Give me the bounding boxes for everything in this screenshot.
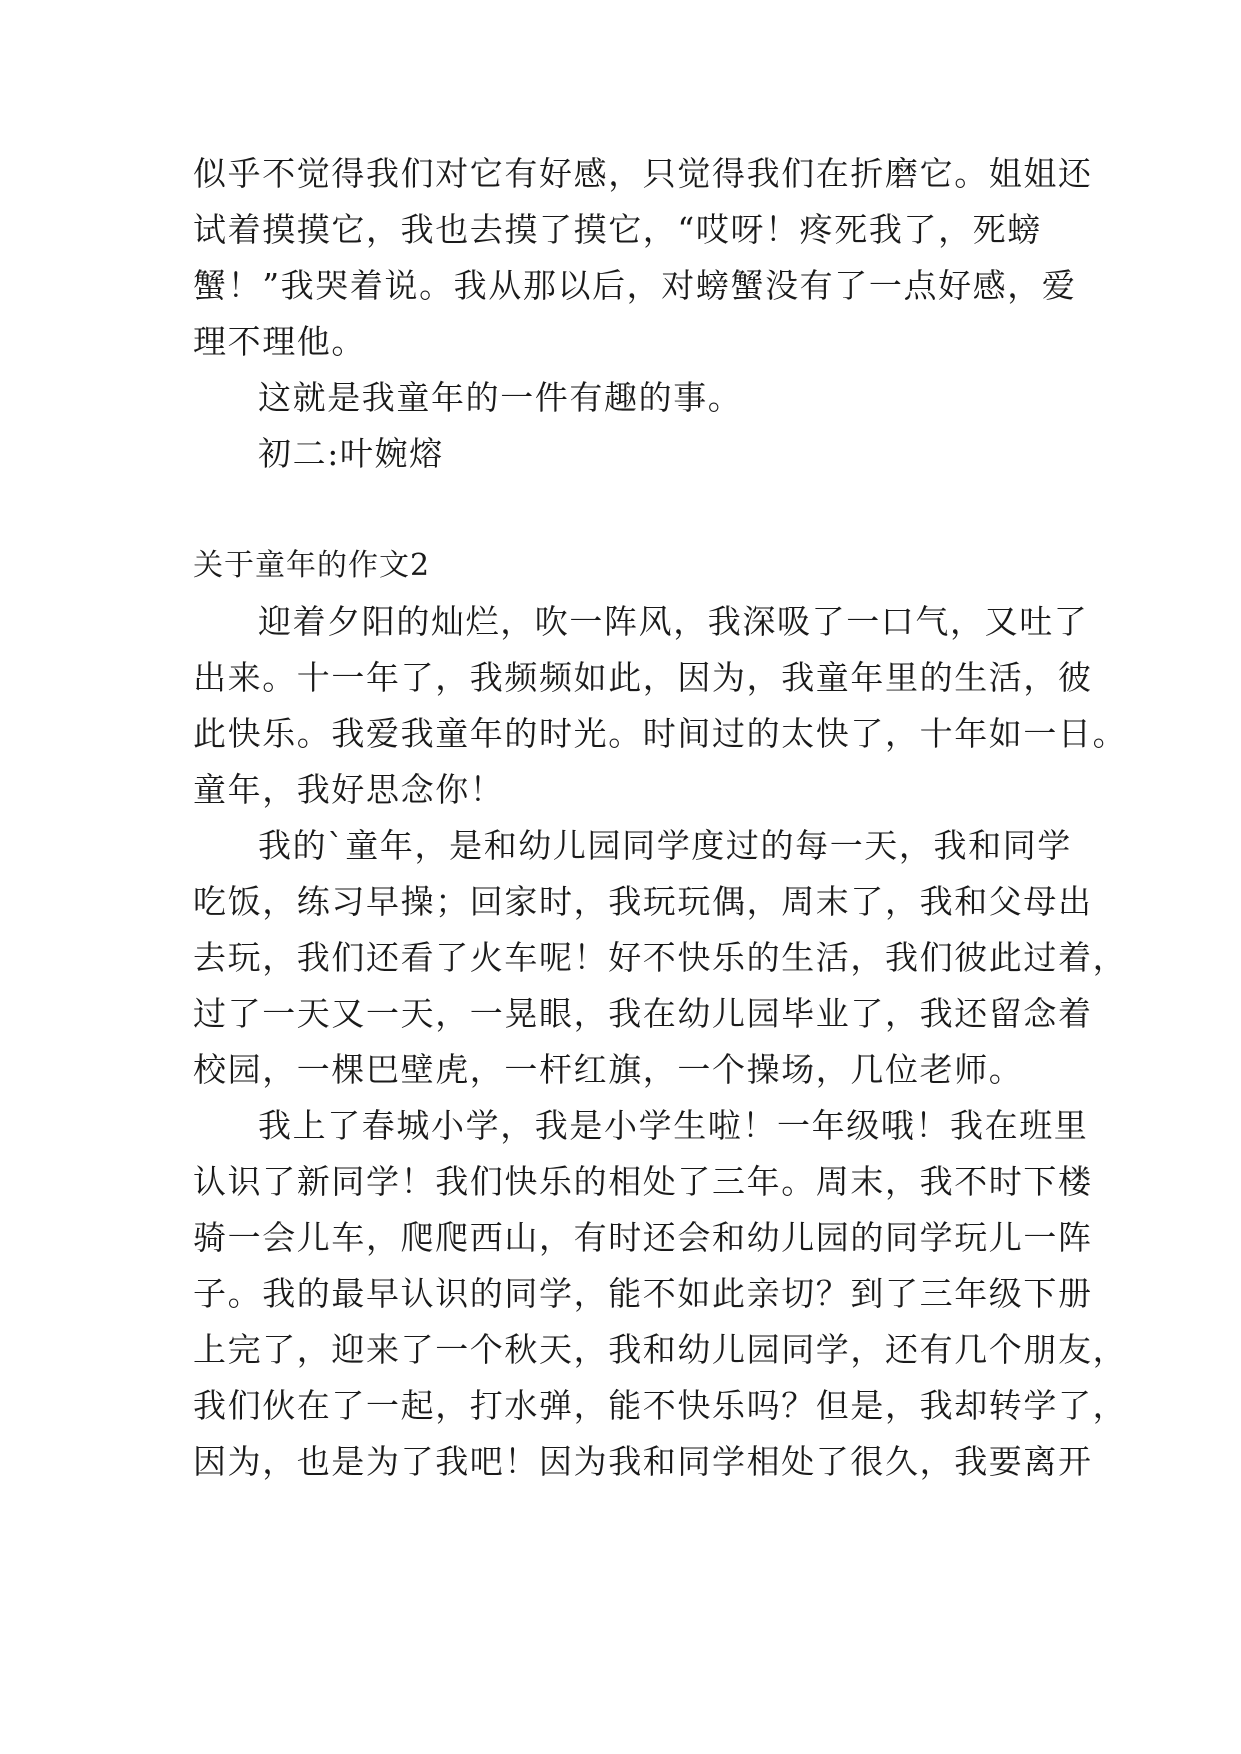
closing-sentence: 这就是我童年的一件有趣的事。 bbox=[258, 378, 743, 417]
paragraph-line: 似乎不觉得我们对它有好感，只觉得我们在折磨它。姐姐还 bbox=[193, 154, 1093, 193]
paragraph-line: 校园，一棵巴壁虎，一杆红旗，一个操场，几位老师。 bbox=[193, 1050, 1024, 1089]
paragraph-line: 骑一会儿车，爬爬西山，有时还会和幼儿园的同学玩儿一阵 bbox=[193, 1218, 1093, 1257]
paragraph-line: 童年，我好思念你！ bbox=[193, 770, 505, 809]
paragraph-line: 认识了新同学！我们快乐的相处了三年。周末，我不时下楼 bbox=[193, 1162, 1093, 1201]
paragraph-line: 过了一天又一天，一晃眼，我在幼儿园毕业了，我还留念着 bbox=[193, 994, 1093, 1033]
paragraph-line: 上完了，迎来了一个秋天，我和幼儿园同学，还有几个朋友， bbox=[193, 1330, 1128, 1369]
paragraph-line: 我们伙在了一起，打水弹，能不快乐吗？但是，我却转学了， bbox=[193, 1386, 1128, 1425]
essay-title: 关于童年的作文2 bbox=[193, 548, 431, 583]
paragraph-line: 我上了春城小学，我是小学生啦！一年级哦！我在班里 bbox=[258, 1106, 1089, 1145]
paragraph-line: 迎着夕阳的灿烂，吹一阵风，我深吸了一口气，又吐了 bbox=[258, 602, 1089, 641]
paragraph-line: 去玩，我们还看了火车呢！好不快乐的生活，我们彼此过着， bbox=[193, 938, 1128, 977]
paragraph-line: 试着摸摸它，我也去摸了摸它，“哎呀！疼死我了，死螃 bbox=[193, 210, 1042, 249]
paragraph-line: 我的`童年，是和幼儿园同学度过的每一天，我和同学 bbox=[258, 826, 1072, 865]
author-line: 初二:叶婉熔 bbox=[258, 434, 444, 473]
paragraph-line: 出来。十一年了，我频频如此，因为，我童年里的生活，彼 bbox=[193, 658, 1093, 697]
paragraph-line: 蟹！”我哭着说。我从那以后，对螃蟹没有了一点好感，爱 bbox=[193, 266, 1077, 305]
paragraph-line: 吃饭，练习早操；回家时，我玩玩偶，周末了，我和父母出 bbox=[193, 882, 1093, 921]
paragraph-line: 此快乐。我爱我童年的时光。时间过的太快了，十年如一日。 bbox=[193, 714, 1128, 753]
paragraph-line: 因为，也是为了我吧！因为我和同学相处了很久，我要离开 bbox=[193, 1442, 1093, 1481]
paragraph-line: 子。我的最早认识的同学，能不如此亲切？到了三年级下册 bbox=[193, 1274, 1093, 1313]
paragraph-line: 理不理他。 bbox=[193, 322, 366, 361]
